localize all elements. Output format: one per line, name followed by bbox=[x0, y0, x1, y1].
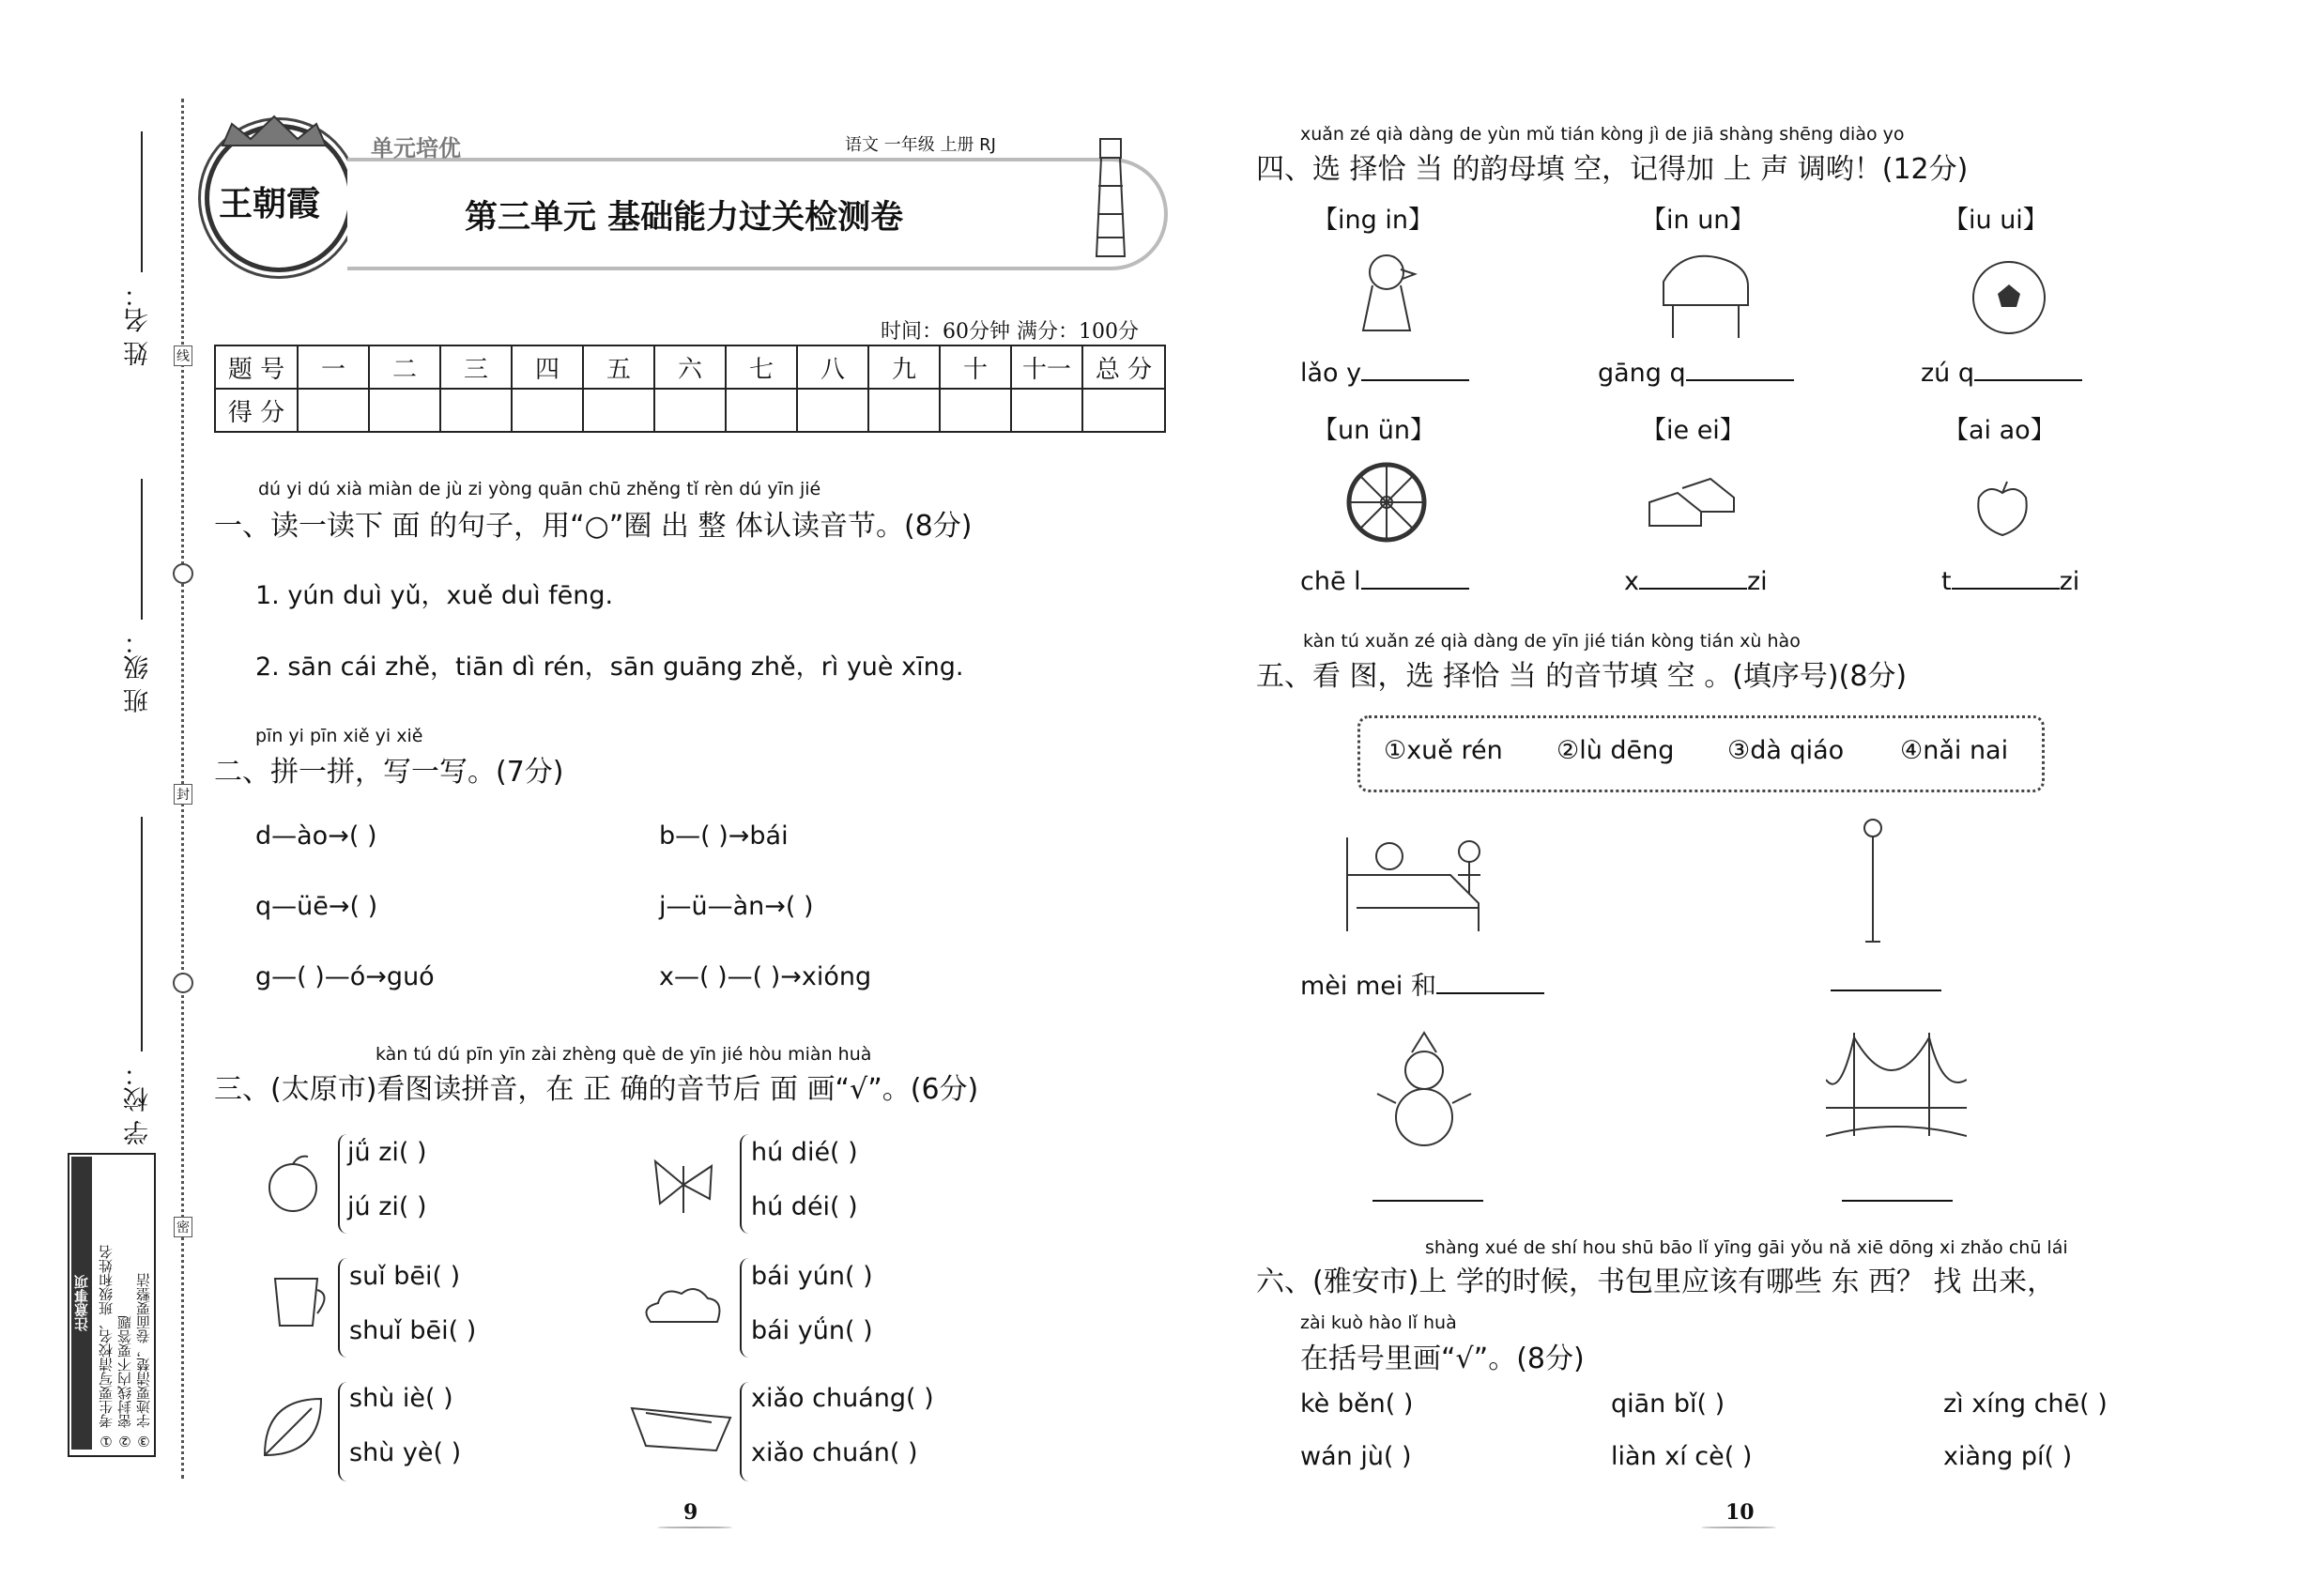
score-cell[interactable] bbox=[440, 389, 512, 432]
binding-char-3: 密 bbox=[174, 1217, 192, 1237]
score-header-total: 总 分 bbox=[1082, 345, 1165, 389]
class-label: 班 级： bbox=[124, 629, 153, 714]
score-header-cell: 八 bbox=[797, 345, 868, 389]
q1-pinyin: dú yi dú xià miàn de jù zi yòng quān chū zhěng tǐ rèn dú yīn jié bbox=[258, 479, 821, 499]
q6-item[interactable]: kè běn( ) bbox=[1300, 1389, 1414, 1419]
boat-icon bbox=[627, 1394, 735, 1464]
cloud-icon bbox=[636, 1284, 730, 1335]
note-1: ① 考生要写清校名、班级和姓名 bbox=[98, 1245, 115, 1450]
score-table-score-row bbox=[215, 389, 1165, 432]
q3-option[interactable]: hú dié( ) bbox=[751, 1138, 858, 1167]
q2-item[interactable]: j—ü—àn→( ) bbox=[659, 892, 814, 921]
name-field[interactable] bbox=[141, 131, 143, 272]
q2-item[interactable]: g—( )—ó→guó bbox=[255, 962, 435, 991]
header-title: 第三单元 基础能力过关检测卷 bbox=[465, 199, 904, 237]
time-info: 时间：60分钟 满分：100分 bbox=[881, 320, 1139, 344]
q4-answer-prefix: lǎo y bbox=[1300, 359, 1362, 388]
q3-brace bbox=[338, 1258, 349, 1358]
page-number-right: 10 bbox=[1725, 1500, 1755, 1525]
score-table bbox=[214, 345, 1166, 433]
q3-option[interactable]: xiǎo chuán( ) bbox=[751, 1438, 918, 1467]
grandma-bed-icon bbox=[1338, 819, 1497, 944]
piano-icon bbox=[1654, 249, 1757, 346]
score-header-cell: 二 bbox=[369, 345, 440, 389]
q4-answer-prefix: zú q bbox=[1921, 359, 1975, 388]
q4-answer[interactable] bbox=[1598, 357, 1794, 388]
score-header-label: 题 号 bbox=[215, 345, 298, 389]
q3-option[interactable]: suǐ bēi( ) bbox=[349, 1262, 461, 1291]
q2-item[interactable]: q—üē→( ) bbox=[255, 892, 378, 921]
header-subject-line: 语文 一年级 上册 RJ bbox=[845, 135, 996, 155]
peach-icon bbox=[1970, 474, 2035, 544]
orange-icon bbox=[261, 1150, 327, 1220]
q4-blank[interactable] bbox=[1974, 357, 2082, 381]
score-header-cell: 四 bbox=[512, 345, 583, 389]
q4-options: 【ai ao】 bbox=[1943, 416, 2056, 445]
q3-option[interactable]: xiǎo chuáng( ) bbox=[751, 1384, 934, 1413]
q3-option[interactable]: shù yè( ) bbox=[349, 1438, 462, 1467]
leaf-icon bbox=[255, 1389, 330, 1468]
q6-pinyin-2: zài kuò hào lǐ huà bbox=[1300, 1312, 1457, 1333]
q5-blank[interactable] bbox=[1831, 990, 1941, 991]
logo-crown-icon bbox=[218, 113, 330, 150]
score-cell[interactable] bbox=[868, 389, 940, 432]
q3-option[interactable]: bái yǘn( ) bbox=[751, 1316, 873, 1345]
snowman-icon bbox=[1372, 1028, 1476, 1154]
q3-option[interactable]: shuǐ bēi( ) bbox=[349, 1316, 477, 1345]
binding-hole-1 bbox=[173, 563, 193, 584]
score-cell[interactable] bbox=[583, 389, 654, 432]
butterfly-icon bbox=[646, 1147, 721, 1226]
class-field[interactable] bbox=[141, 479, 143, 620]
score-header-cell: 一 bbox=[298, 345, 369, 389]
q5-option: ①xuě rén bbox=[1384, 736, 1503, 765]
q5-blank[interactable] bbox=[1842, 1200, 1953, 1202]
score-row-label: 得 分 bbox=[215, 389, 298, 432]
binding-hole-2 bbox=[173, 973, 193, 993]
note-3: ③ 字迹要清楚，卷面要整洁 bbox=[135, 1273, 152, 1450]
lighthouse-icon bbox=[1087, 130, 1134, 261]
score-table-header-row bbox=[215, 345, 1165, 389]
q6-item[interactable]: qiān bǐ( ) bbox=[1611, 1389, 1725, 1419]
q6-pinyin-1: shàng xué de shí hou shū bāo lǐ yīng gāi yǒu nǎ xiē dōng xi zhǎo chū lái bbox=[1425, 1237, 2068, 1258]
q3-option[interactable]: shù iè( ) bbox=[349, 1384, 453, 1413]
q2-pinyin: pīn yi pīn xiě yi xiě bbox=[255, 726, 423, 746]
score-cell[interactable] bbox=[940, 389, 1011, 432]
shoes-icon bbox=[1645, 465, 1739, 544]
q4-options: 【ie ei】 bbox=[1641, 416, 1745, 445]
score-cell[interactable] bbox=[654, 389, 726, 432]
q4-answer-prefix: gāng q bbox=[1598, 359, 1686, 388]
q4-options: 【in un】 bbox=[1641, 206, 1756, 235]
note-2: ② 密封线内不要答题 bbox=[116, 1315, 133, 1450]
q4-blank[interactable] bbox=[1361, 357, 1469, 381]
q3-option[interactable]: jú zi( ) bbox=[347, 1192, 427, 1221]
score-cell[interactable] bbox=[1011, 389, 1082, 432]
score-cell[interactable] bbox=[726, 389, 797, 432]
score-cell[interactable] bbox=[512, 389, 583, 432]
q3-option[interactable]: bái yún( ) bbox=[751, 1262, 873, 1291]
q4-blank[interactable] bbox=[1361, 565, 1469, 590]
q4-answer-prefix: x bbox=[1624, 567, 1639, 596]
score-header-cell: 七 bbox=[726, 345, 797, 389]
score-header-cell: 三 bbox=[440, 345, 512, 389]
q5-blank[interactable] bbox=[1436, 970, 1544, 994]
score-cell[interactable] bbox=[369, 389, 440, 432]
wheel-icon bbox=[1344, 460, 1429, 548]
q3-brace bbox=[740, 1134, 751, 1234]
q4-blank[interactable] bbox=[1686, 357, 1794, 381]
bridge-icon bbox=[1826, 1023, 1967, 1159]
q1-line-2: 2. sān cái zhě，tiān dì rén，sān guāng zhě，rì yuè xīng. bbox=[255, 652, 964, 682]
q6-title-2: 在括号里画“√”。(8分) bbox=[1300, 1343, 1585, 1375]
q5-option: ②lù dēng bbox=[1556, 736, 1675, 765]
page-number-right-decor bbox=[1701, 1527, 1776, 1528]
q3-title: 三、(太原市)看图读拼音，在 正 确的音节后 面 画“√”。(6分) bbox=[214, 1073, 979, 1106]
q1-title: 一、读一读下 面 的句子，用“○”圈 出 整 体认读音节。(8分) bbox=[214, 510, 973, 543]
q1-line-1: 1. yún duì yǔ，xuě duì fēng. bbox=[255, 581, 614, 610]
q5-option: ③dà qiáo bbox=[1727, 736, 1845, 765]
q3-brace bbox=[740, 1258, 751, 1358]
page-number-left: 9 bbox=[683, 1500, 698, 1525]
q2-item[interactable]: b—( )→bái bbox=[659, 821, 789, 851]
header-badge: 单元培优 bbox=[371, 135, 461, 161]
q3-option[interactable]: hú déi( ) bbox=[751, 1192, 858, 1221]
notes-box bbox=[68, 1153, 156, 1457]
q6-item[interactable]: zì xíng chē( ) bbox=[1943, 1389, 2108, 1419]
q5-title: 五、看 图，选 择恰 当 的音节填 空 。(填序号)(8分) bbox=[1256, 660, 1908, 693]
q5-pinyin: kàn tú xuǎn zé qià dàng de yīn jié tián kòng tián xù hào bbox=[1303, 631, 1801, 652]
school-label: 学 校： bbox=[124, 1061, 153, 1145]
school-field[interactable] bbox=[141, 817, 143, 1051]
q5-answer[interactable] bbox=[1300, 965, 1544, 1002]
score-total-cell[interactable] bbox=[1082, 389, 1165, 432]
q4-answer[interactable] bbox=[1624, 565, 1768, 596]
q4-title: 四、选 择恰 当 的韵母填 空，记得加 上 声 调哟！(12分) bbox=[1256, 153, 1969, 186]
q2-item[interactable]: x—( )—( )→xióng bbox=[659, 962, 872, 991]
q2-title: 二、拼一拼，写一写。(7分) bbox=[214, 756, 564, 789]
q3-brace bbox=[338, 1382, 349, 1481]
q6-item[interactable]: xiàng pí( ) bbox=[1943, 1442, 2073, 1471]
q3-pinyin: kàn tú dú pīn yīn zài zhèng què de yīn jié hòu miàn huà bbox=[376, 1044, 872, 1065]
q4-answer-suffix: zi bbox=[1746, 567, 1768, 596]
q4-answer[interactable] bbox=[1300, 357, 1469, 388]
q6-item[interactable]: liàn xí cè( ) bbox=[1611, 1442, 1753, 1471]
q4-options: 【ing in】 bbox=[1312, 206, 1434, 235]
score-header-cell: 十 bbox=[940, 345, 1011, 389]
score-cell[interactable] bbox=[797, 389, 868, 432]
q5-answer-prefix: mèi mei 和 bbox=[1300, 972, 1436, 1001]
page-number-left-decor bbox=[657, 1527, 732, 1528]
q4-blank[interactable] bbox=[1952, 565, 2060, 590]
parrot-icon bbox=[1344, 246, 1429, 344]
q6-item[interactable]: wán jù( ) bbox=[1300, 1442, 1412, 1471]
score-header-cell: 六 bbox=[654, 345, 726, 389]
logo-text: 王朝霞 bbox=[219, 184, 321, 223]
score-header-cell: 五 bbox=[583, 345, 654, 389]
q4-answer[interactable] bbox=[1921, 357, 2082, 388]
q3-option[interactable]: jǘ zi( ) bbox=[347, 1138, 427, 1167]
q4-blank[interactable] bbox=[1639, 565, 1747, 590]
name-label: 姓 名： bbox=[124, 282, 153, 366]
q5-option: ④nǎi nai bbox=[1900, 736, 2009, 765]
score-header-cell: 十一 bbox=[1011, 345, 1082, 389]
q4-answer-prefix: t bbox=[1941, 567, 1952, 596]
q4-answer[interactable] bbox=[1941, 565, 2079, 596]
q5-blank[interactable] bbox=[1372, 1200, 1483, 1202]
q4-answer-suffix: zi bbox=[2059, 567, 2080, 596]
score-header-cell: 九 bbox=[868, 345, 940, 389]
q2-item[interactable]: d—ào→( ) bbox=[255, 821, 377, 851]
q4-options: 【iu ui】 bbox=[1943, 206, 2048, 235]
q4-answer-prefix: chē l bbox=[1300, 567, 1361, 596]
soccer-ball-icon bbox=[1970, 258, 2048, 341]
q4-pinyin: xuǎn zé qià dàng de yùn mǔ tián kòng jì de jiā shàng shēng diào yo bbox=[1300, 124, 1905, 145]
q4-answer[interactable] bbox=[1300, 565, 1469, 596]
q4-options: 【un ün】 bbox=[1312, 416, 1436, 445]
q6-title-1: 六、(雅安市)上 学的时候，书包里应该有哪些 东 西？ 找 出来， bbox=[1256, 1266, 2056, 1298]
binding-char-1: 线 bbox=[174, 345, 192, 366]
notes-title: 注意事项 bbox=[71, 1157, 92, 1450]
street-lamp-icon bbox=[1854, 815, 1892, 950]
binding-char-2: 封 bbox=[174, 784, 192, 805]
score-cell[interactable] bbox=[298, 389, 369, 432]
cup-icon bbox=[261, 1269, 336, 1339]
q3-brace bbox=[740, 1382, 751, 1481]
